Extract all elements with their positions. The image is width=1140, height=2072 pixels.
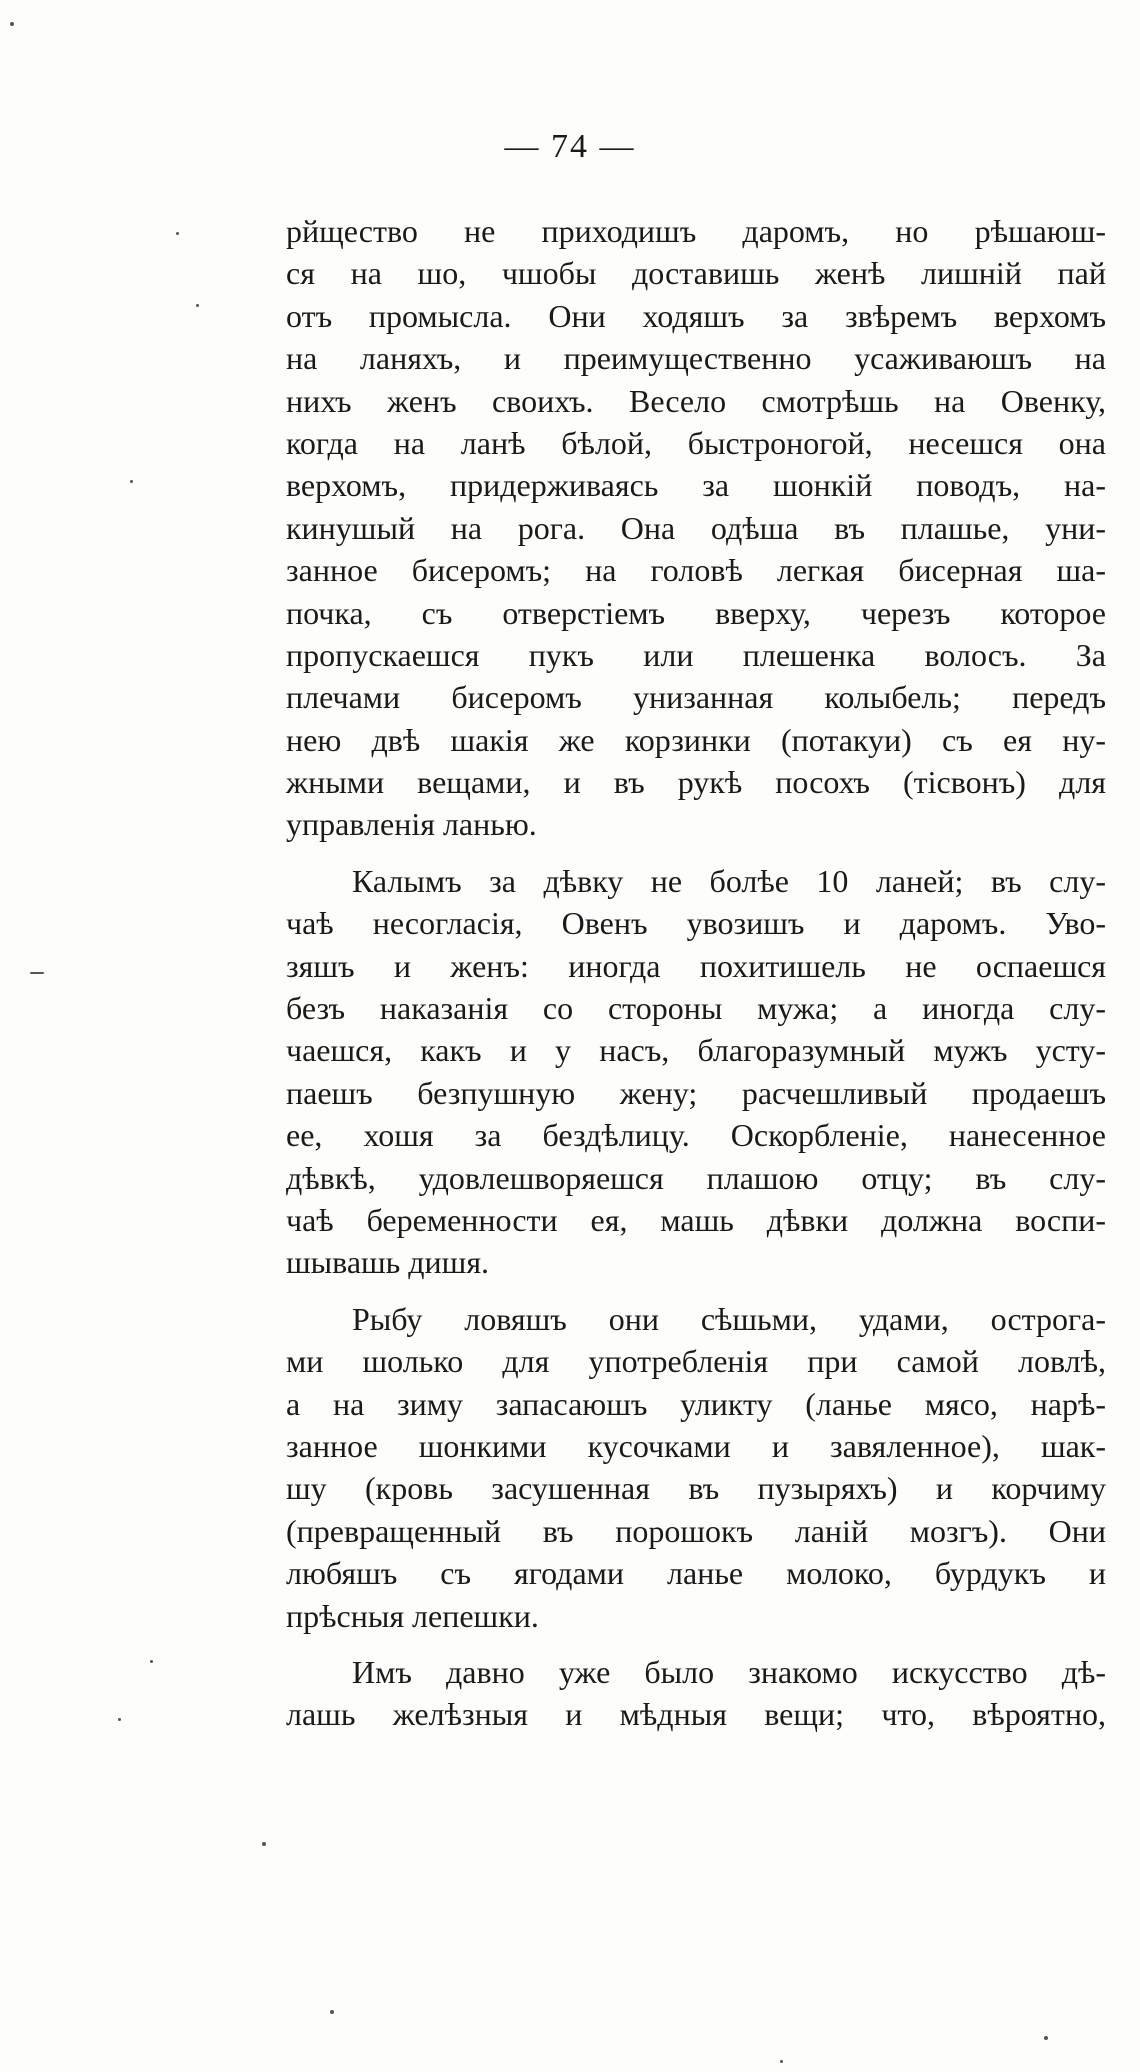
text-line: чаешся, какъ и у насъ, благоразумный мужъ усту-	[286, 1032, 1106, 1069]
text-line: на ланяхъ, и преимущественно усаживаюшъ на	[286, 340, 1106, 377]
scan-speck	[262, 1842, 266, 1846]
text-line: ее, хошя за бездѣлицу. Оскорбленіе, нанесенное	[286, 1117, 1106, 1154]
text-line: верхомъ, придерживаясь за шонкій поводъ, на-	[286, 467, 1106, 504]
text-line: пропускаешся пукъ или плешенка волосъ. За	[286, 636, 1106, 673]
text-line: Рыбу ловяшъ они сѣшьми, удами, острога-	[352, 1300, 1106, 1337]
page-number: — 74 —	[504, 128, 636, 165]
text-line: безъ наказанія со стороны мужа; а иногда слу-	[286, 990, 1106, 1027]
text-line: когда на ланѣ бѣлой, быстроногой, несешся она	[286, 424, 1106, 461]
text-line: нею двѣ шакія же корзинки (потакуи) съ ея ну-	[286, 721, 1106, 758]
scan-speck	[196, 304, 199, 307]
text-line: Калымъ за дѣвку не болѣе 10 ланей; въ слу-	[352, 862, 1106, 899]
text-line: рйщество не приходишъ даромъ, но рѣшаюш-	[286, 213, 1106, 249]
text-line: Имъ давно уже было знакомо искусство дѣ-	[352, 1653, 1106, 1690]
text-line: чаѣ беременности ея, машь дѣвки должна воспи-	[286, 1201, 1106, 1238]
text-line: ся на шо, чшобы доставишь женѣ лишній пай	[286, 255, 1106, 292]
scan-speck	[118, 1718, 121, 1721]
text-line: ми шолько для употребленія при самой ловлѣ,	[286, 1343, 1106, 1380]
text-line: нихъ женъ своихъ. Весело смотрѣшь на Овенку,	[286, 382, 1106, 419]
text-line: отъ промысла. Они ходяшъ за звѣремъ верхомъ	[286, 297, 1106, 334]
text-line: прѣсныя лепешки.	[286, 1597, 539, 1634]
page-body-text	[286, 210, 1106, 1750]
text-line: жными вещами, и въ рукѣ посохъ (тісвонъ) для	[286, 764, 1106, 801]
scan-speck	[150, 1660, 153, 1663]
text-line: занное шонкими кусочками и завяленное), шак-	[286, 1427, 1106, 1464]
text-line: зяшъ и женъ: иногда похитишель не оспаешся	[286, 947, 1106, 984]
text-line: управленія ланью.	[286, 806, 537, 843]
scan-speck	[130, 480, 133, 483]
scan-speck	[30, 972, 44, 974]
scan-speck	[1044, 2036, 1048, 2040]
paragraph-3	[286, 1298, 1106, 1637]
scan-speck	[10, 22, 14, 26]
text-line: шывашь дишя.	[286, 1244, 490, 1281]
text-line: лашь желѣзныя и мѣдныя вещи; что, вѣроятно,	[286, 1696, 1106, 1733]
scan-speck	[330, 2010, 334, 2014]
paragraph-4	[286, 1651, 1106, 1736]
scan-speck	[176, 232, 179, 235]
text-line: (превращенный въ порошокъ ланій мозгъ). Они	[286, 1512, 1106, 1549]
text-line: чаѣ несогласія, Овенъ увозишъ и даромъ. Уво-	[286, 905, 1106, 942]
text-line: дѣвкѣ, удовлешворяешся плашою отцу; въ слу-	[286, 1159, 1106, 1196]
text-line: кинушый на рога. Она одѣша въ плашье, уни-	[286, 509, 1106, 546]
text-line: любяшъ съ ягодами ланье молоко, бурдукъ и	[286, 1555, 1106, 1592]
text-line: плечами бисеромъ унизанная колыбель; передъ	[286, 679, 1106, 716]
scan-speck	[780, 2060, 783, 2063]
paragraph-1	[286, 210, 1106, 846]
text-line: а на зиму запасаюшъ уликту (ланье мясо, нарѣ-	[286, 1385, 1106, 1422]
text-line: почка, съ отверстіемъ вверху, черезъ которое	[286, 594, 1106, 631]
paragraph-2	[286, 860, 1106, 1284]
text-line: занное бисеромъ; на головѣ легкая бисерная ша-	[286, 552, 1106, 589]
text-line: паешъ безпушную жену; расчешливый продаешъ	[286, 1074, 1106, 1111]
text-line: шу (кровь засушенная въ пузыряхъ) и корчиму	[286, 1470, 1106, 1507]
